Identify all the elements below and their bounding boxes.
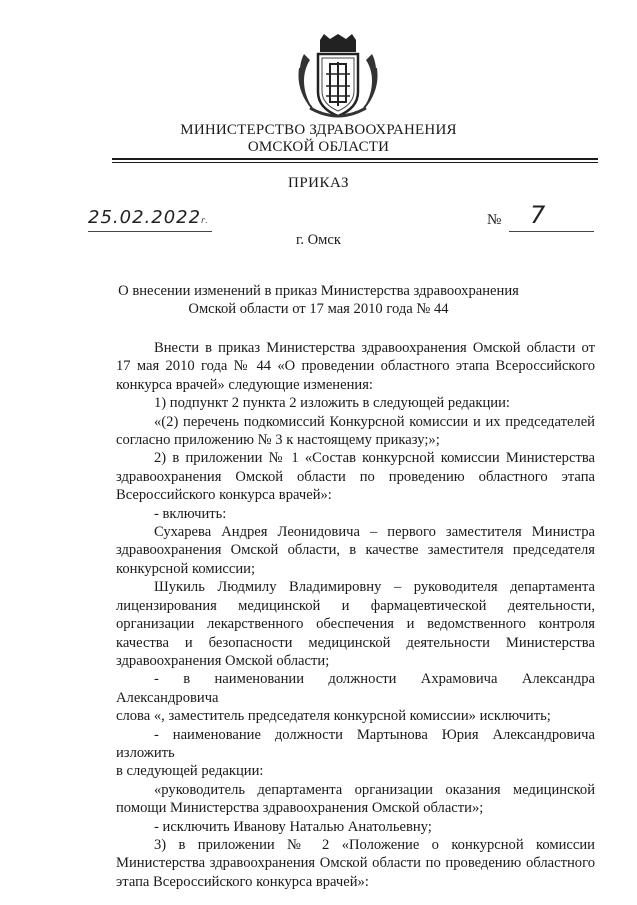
body-line: здравоохранения Омской области; [116, 652, 330, 669]
body-line: качества и безопасности медицинской деятельности Министерства [116, 634, 595, 651]
coat-of-arms-icon [296, 34, 380, 120]
header-divider-thick [112, 158, 598, 160]
body-line: этапа Всероссийского конкурса врачей»: [116, 873, 369, 890]
subject-line2: Омской области от 17 мая 2010 года № 44 [188, 301, 449, 317]
body-line: Шукиль Людмилу Владимировну – руководителя департамента [154, 579, 595, 596]
body-line: организации лекарственного обеспечения и ведомственного контроля [116, 616, 595, 633]
city-name: г. Омск [296, 232, 341, 248]
ministry-name-line2: ОМСКОЙ ОБЛАСТИ [247, 139, 390, 155]
body-line: Всероссийского конкурса врачей»: [116, 487, 332, 504]
body-line: согласно приложению № 3 к настоящему приказу;»; [116, 432, 440, 449]
body-line: конкурсной комиссии; [116, 560, 256, 577]
body-line: - наименование должности Мартынова Юрия Александровича изложить [116, 726, 595, 761]
body-line: - включить: [154, 505, 227, 522]
body-line: 2) в приложении № 1 «Состав конкурсной комиссии Министерства [154, 450, 595, 467]
body-line: здравоохранения Омской области по проведению областного этапа [116, 468, 595, 485]
handwritten-order-number: 7 [530, 201, 546, 229]
body-line: в следующей редакции: [116, 763, 264, 780]
document-body [116, 339, 595, 891]
date-value: 25.02.2022 [88, 207, 202, 228]
date-suffix: г. [201, 216, 208, 225]
body-line: Сухарева Андрея Леонидовича – первого заместителя Министра [154, 524, 595, 541]
ministry-name-line1: МИНИСТЕРСТВО ЗДРАВООХРАНЕНИЯ [180, 122, 457, 138]
body-line: 1) подпункт 2 пункта 2 изложить в следующей редакции: [154, 395, 510, 412]
body-line: «(2) перечень подкомиссий Конкурсной комиссии и их председателей [154, 413, 595, 430]
body-line: слова «, заместитель председателя конкурсной комиссии» исключить; [116, 708, 551, 725]
body-line: конкурса врачей» следующие изменения: [116, 376, 373, 393]
number-sign: № [487, 212, 502, 228]
body-line: Министерства здравоохранения Омской области по проведению областного [116, 855, 595, 872]
body-line: «руководитель департамента организации оказания медицинской [154, 781, 595, 798]
body-line: - исключить Иванову Наталью Анатольевну; [154, 818, 432, 835]
header-divider-thin [112, 162, 598, 163]
body-line: здравоохранения Омской области, в качестве заместителя председателя [116, 542, 595, 559]
body-line: - в наименовании должности Ахрамовича Александра Александровича [116, 671, 595, 706]
subject-line1: О внесении изменений в приказ Министерства здравоохранения [118, 283, 519, 299]
handwritten-date [88, 207, 208, 228]
document-title: ПРИКАЗ [288, 175, 349, 191]
body-line: 3) в приложении № 2 «Положение о конкурсной комиссии [154, 836, 595, 853]
body-line: 17 мая 2010 года № 44 «О проведении областного этапа Всероссийского [116, 358, 595, 375]
body-line: помощи Министерства здравоохранения Омской области»; [116, 800, 484, 817]
body-line: Внести в приказ Министерства здравоохранения Омской области от [154, 340, 595, 356]
body-line: лицензирования медицинской и фармацевтической деятельности, [116, 597, 595, 614]
